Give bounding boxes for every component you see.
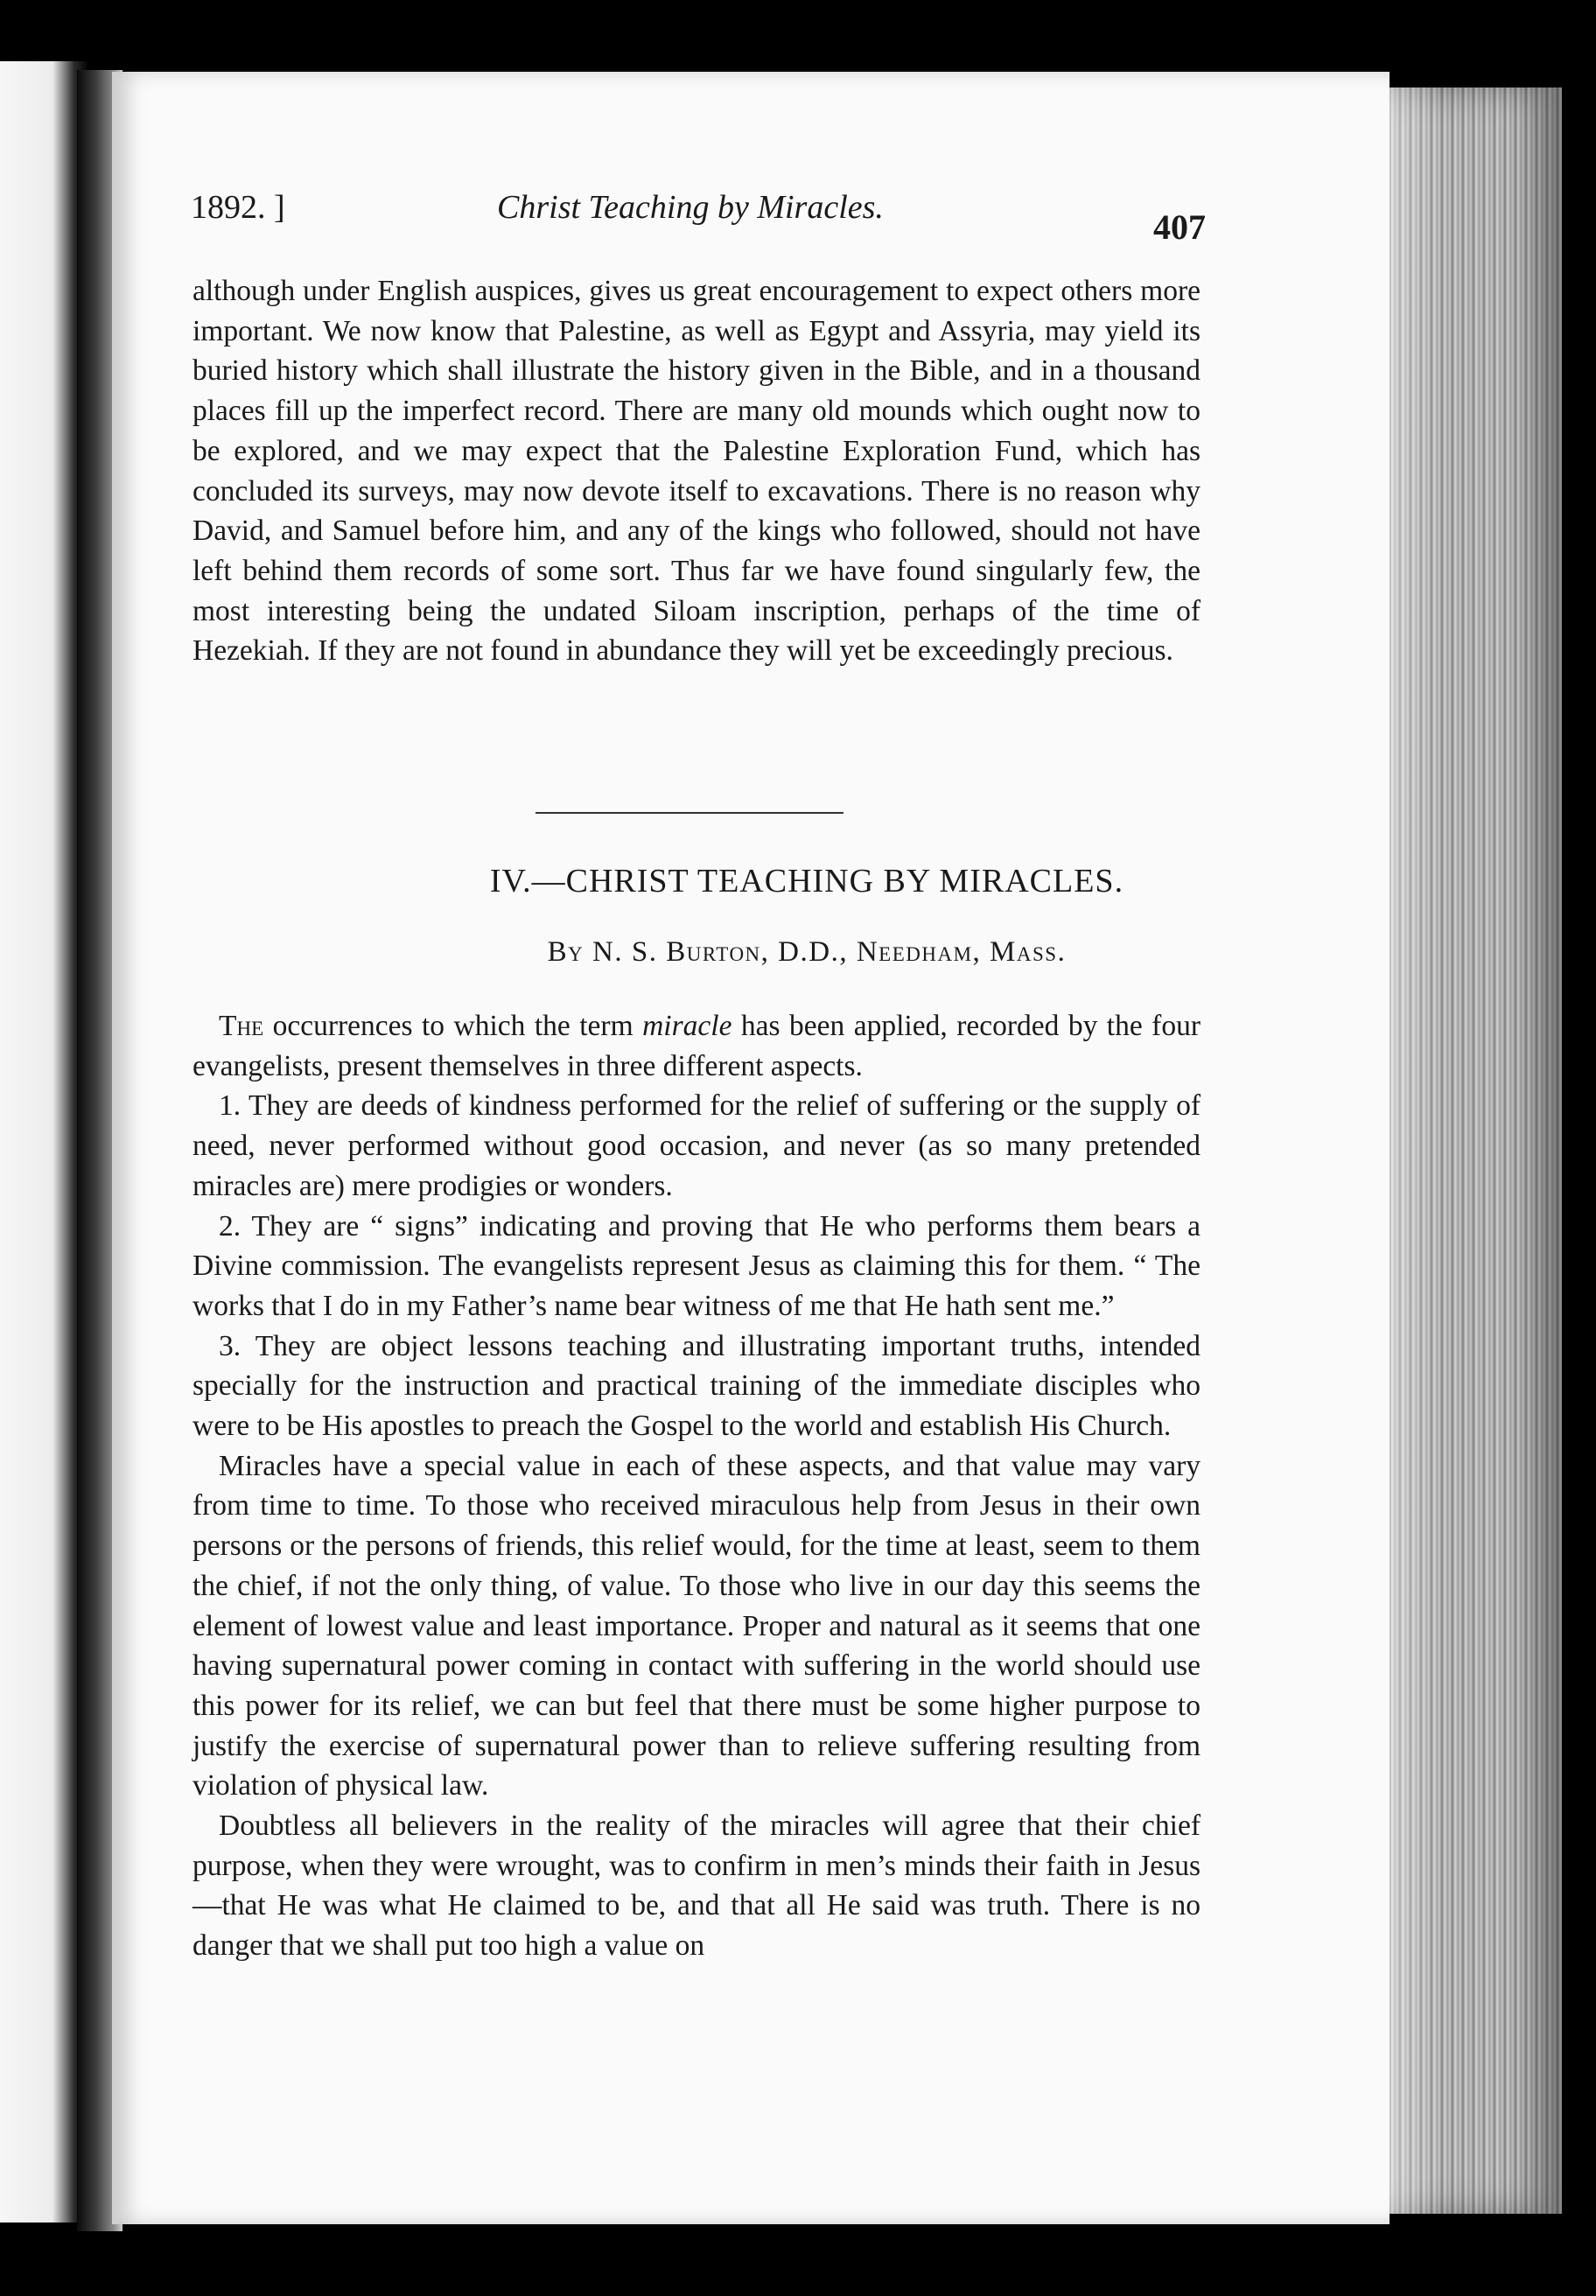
header-year: 1892. ] [191, 189, 285, 226]
intro-paragraph [192, 1006, 1200, 1086]
page-number: 407 [1153, 207, 1206, 247]
paragraph-doubtless: Doubtless all believers in the reality of the miracles will agree that their chief purpose, when they were wrought, was to confirm in men’s minds their faith in Jesus—that He was what He claimed to be, and that all He said was truth. There is no danger that we shall put too high a value on [192, 1810, 1200, 1963]
intro-text-a: occurrences to which the term [263, 1010, 643, 1042]
intro-first-word: The [219, 1010, 264, 1042]
paragraph-aspect-2: 2. They are “ signs” indicating and proving that He who performs them bears a Divine commission. The evangelists represent Jesus as claiming this for them. “ The works that I do in my Father’s name bear witness of me that He hath sent me.” [192, 1209, 1200, 1322]
continued-paragraph: although under English auspices, gives us great encouragement to expect others more important. We now know that Palestine, as well as Egypt and Assyria, may yield its buried history which shall illustrate the history given in the Bible, and in a thousand places fill up the imperfect record. There are many old mounds which ought now to be explored, and we may expect that the Palestine Exploration Fund, which has concluded its surveys, may now devote itself to excavations. There is no reason why David, and Samuel before him, and any of the kings who followed, should not have left behind them records of some sort. Thus far we have found singularly few, the most interesting being the undated Siloam inscription, perhaps of the time of Hezekiah. If they are not found in abundance they will yet be exceedingly precious. [192, 275, 1200, 668]
intro-emphasis: miracle [642, 1010, 732, 1042]
intro-text-b: has been applied, recorded by the four evangelists, present themselves in three different aspects. [192, 1010, 1200, 1082]
paragraph-aspect-3: 3. They are object lessons teaching and illustrating important truths, intended specially for the instruction and practical training of the immediate disciples who were to be His apostles to preach the Gospel to the world and establish His Church. [192, 1329, 1200, 1443]
article-body [192, 1006, 1200, 1966]
previous-page-edge [0, 61, 88, 2222]
paragraph-aspect-1: 1. They are deeds of kindness performed for the relief of suffering or the supply of need, never performed without good occasion, and never (as so many pretended miracles are) mere prodigies or wonders. [192, 1089, 1200, 1202]
section-divider [536, 812, 844, 814]
byline: By N. S. Burton, D.D., Needham, Mass. [547, 936, 1067, 968]
paragraph-miracles-value: Miracles have a special value in each of these aspects, and that value may vary from time to time. To those who received miraculous help from Jesus in their own persons or the persons of friends, this relief would, for the time at least, seem to them the chief, if not the only thing, of value. To those who live in our day this seems the element of lowest value and least importance. Proper and natural as it seems that one having supernatural power coming in contact with suffering in the world should use this power for its relief, we can but feel that there must be some higher purpose to justify the exercise of supernatural power than to relieve suffering resulting from violation of physical law. [192, 1449, 1200, 1802]
article-title: IV.—CHRIST TEACHING BY MIRACLES. [489, 863, 1124, 900]
running-title: Christ Teaching by Miracles. [497, 189, 884, 226]
continued-paragraph-block [192, 271, 1200, 671]
